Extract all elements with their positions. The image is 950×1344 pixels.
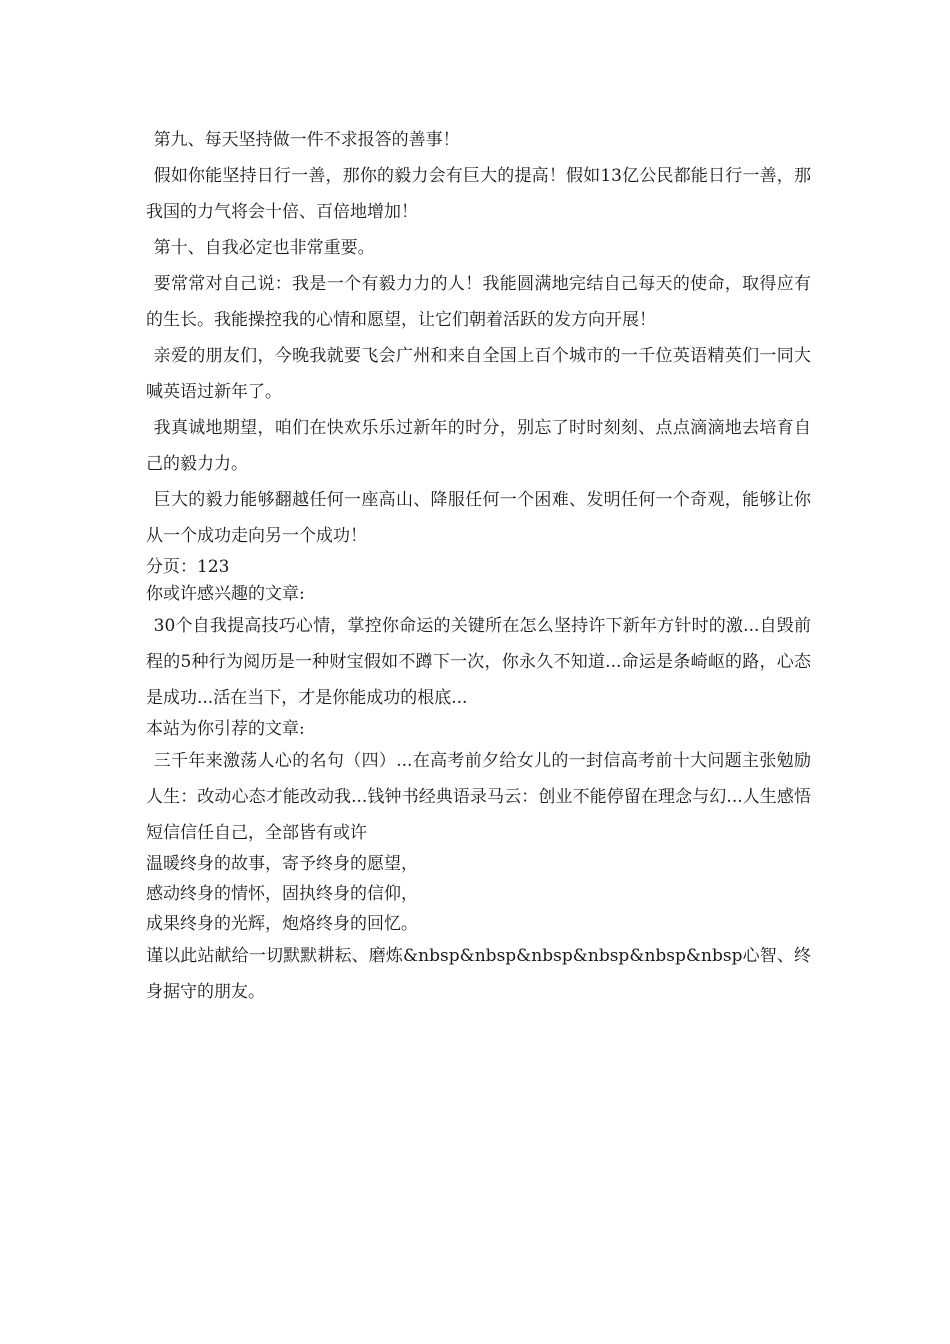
related-heading: 你或许感兴趣的文章: (146, 584, 305, 604)
recommended-heading: 本站为你引荐的文章: (146, 719, 305, 739)
paragraph-3: 第十、自我必定也非常重要。 (153, 238, 375, 258)
paragraph-5: 亲爱的朋友们，今晚我就要飞会广州和来自全国上百个城市的一千位英语精英们一同大喊英语过新年了。 (146, 346, 811, 402)
pagination[interactable]: 分页：123 (146, 557, 230, 577)
paragraph-2: 假如你能坚持日行一善，那你的毅力会有巨大的提高！假如13亿公民都能日行一善，那我国的力气将会十倍、百倍地增加！ (146, 166, 811, 222)
related-articles[interactable]: 30个自我提高技巧心情，掌控你命运的关键所在怎么坚持许下新年方针时的激...自毁前程的5种行为阅历是一种财宝假如不蹲下一次，你永久不知道...命运是条崎岖的路，心态是成功...活在当下，才是你能成功的根底... (146, 616, 811, 708)
paragraph-6: 我真诚地期望，咱们在快欢乐乐过新年的时分，别忘了时时刻刻、点点滴滴地去培育自己的毅力力。 (146, 418, 811, 474)
dedication: 谨以此站献给一切默默耕耘、磨炼&nbsp&nbsp&nbsp&nbsp&nbsp&nbsp心智、终身据守的朋友。 (146, 946, 811, 1002)
article-body (146, 122, 811, 1010)
closing-line-3: 成果终身的光辉，炮烙终身的回忆。 (146, 914, 418, 934)
paragraph-4: 要常常对自己说：我是一个有毅力力的人！我能圆满地完结自己每天的使命，取得应有的生长。我能操控我的心情和愿望，让它们朝着活跃的发方向开展！ (146, 274, 811, 330)
recommended-articles[interactable]: 三千年来激荡人心的名句（四）...在高考前夕给女儿的一封信高考前十大问题主张勉励人生：改动心态才能改动我...钱钟书经典语录马云：创业不能停留在理念与幻...人生感悟短信信任自己，全部皆有或许 (146, 751, 811, 843)
paragraph-1: 第九、每天坚持做一件不求报答的善事！ (153, 130, 460, 150)
closing-line-1: 温暖终身的故事，寄予终身的愿望， (146, 854, 418, 874)
paragraph-7: 巨大的毅力能够翻越任何一座高山、降服任何一个困难、发明任何一个奇观，能够让你从一个成功走向另一个成功！ (146, 490, 811, 546)
closing-line-2: 感动终身的情怀，固执终身的信仰， (146, 884, 418, 904)
